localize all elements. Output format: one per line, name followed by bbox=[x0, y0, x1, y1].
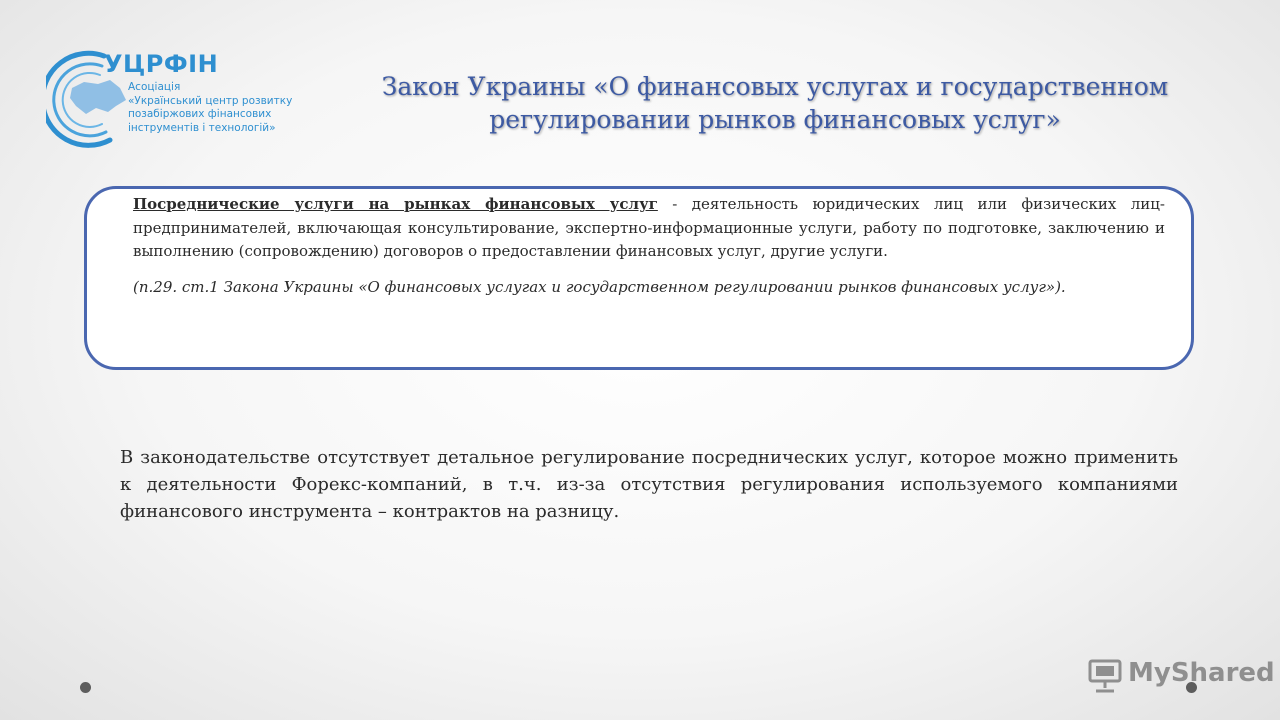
definition-text bbox=[133, 193, 1165, 299]
logo-description-line: позабіржових фінансових bbox=[128, 108, 272, 120]
definition-term: Посреднические услуги на рынках финансовых услуг bbox=[133, 195, 658, 213]
logo-name: УЦРФІН bbox=[104, 50, 219, 78]
definition-box bbox=[84, 186, 1194, 370]
body-paragraph: В законодательстве отсутствует детальное регулирование посреднических услуг, которое можно применить к деятельности Форекс-компаний, в т.ч. из-за отсутствия регулирования используемого компаниями финансового инструмента – контрактов на разницу. bbox=[120, 447, 1178, 522]
logo-description-line: «Український центр розвитку bbox=[128, 94, 293, 107]
watermark bbox=[1088, 656, 1275, 696]
watermark-text: MyShared bbox=[1128, 658, 1275, 688]
projector-icon bbox=[1088, 658, 1122, 694]
logo-description bbox=[128, 81, 328, 135]
decorative-dot-left bbox=[80, 682, 91, 693]
logo-description-line: інструментів і технологій» bbox=[128, 121, 276, 134]
slide-title: Закон Украины «О финансовых услугах и государственном регулировании рынков финансовых услуг» bbox=[381, 72, 1169, 134]
definition-citation: (п.29. ст.1 Закона Украины «О финансовых услугах и государственном регулировании рынков финансовых услуг»). bbox=[133, 277, 1066, 296]
definition-body: - деятельность юридических лиц или физических лиц-предпринимателей, включающая консультирование, экспертно-информационные услуги, работу по подготовке, заключению и выполнению (сопровождению) договоров о предоставлении финансовых услуг, другие услуги. bbox=[133, 195, 1165, 260]
logo bbox=[46, 48, 316, 148]
logo-description-line: Асоціація bbox=[128, 81, 181, 93]
